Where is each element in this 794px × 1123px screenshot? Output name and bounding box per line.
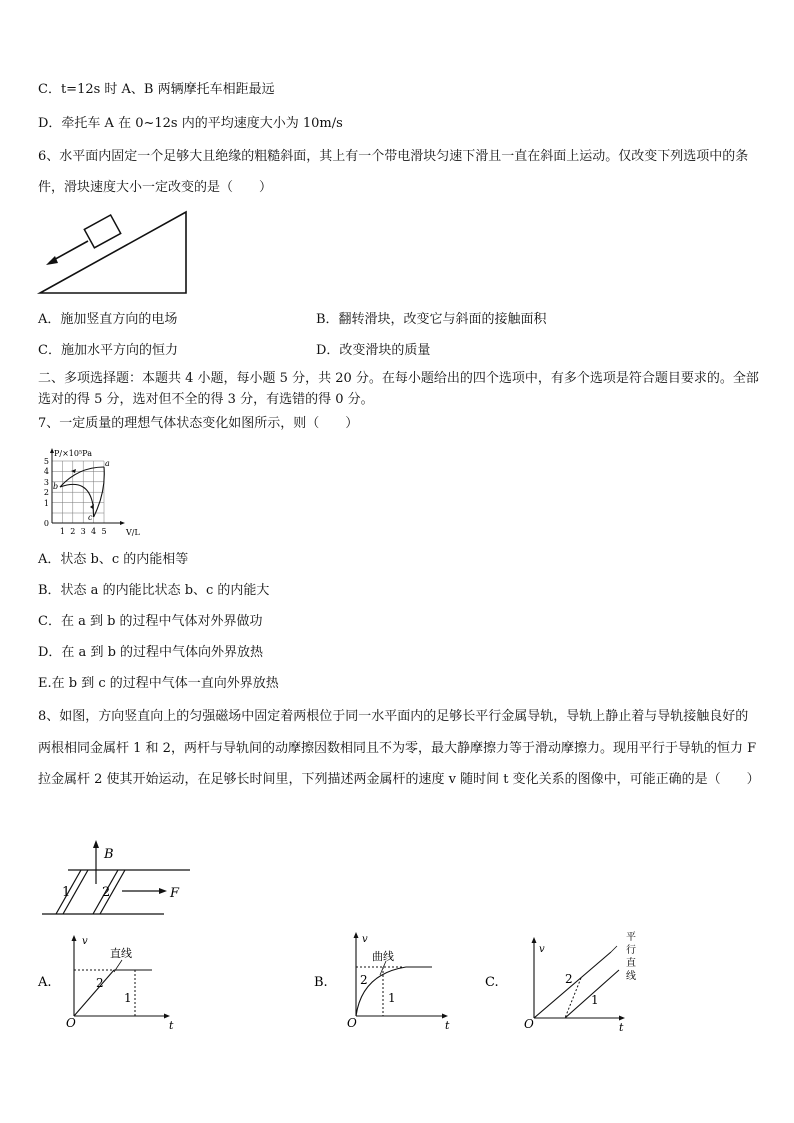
pv-ytick: 2 — [43, 488, 49, 497]
q7-option-d: D．在 a 到 b 的过程中气体向外界放热 — [38, 645, 264, 660]
vt-graph-b — [314, 930, 464, 1030]
t-axis-label: t — [169, 1019, 174, 1032]
slider-block — [84, 215, 120, 248]
svg-text:行: 行 — [626, 945, 636, 956]
pv-ytick: 3 — [43, 478, 49, 487]
section-two-heading: 二、多项选择题：本题共 4 小题，每小题 5 分，共 20 分。在每小题给出的四个选项中，有多个选项是符合题目要求的。全部选对的得 5 分，选对但不全的得 3 分，有选错的得 0 分。 — [38, 371, 759, 407]
pv-ytick: 0 — [43, 519, 49, 528]
note-label: 曲线 — [372, 950, 394, 963]
v-axis-label: v — [539, 944, 545, 955]
q5-option-c: C．t=12s 时 A、B 两辆摩托车相距最远 — [38, 82, 275, 97]
pv-xtick: 4 — [91, 527, 97, 536]
rod-2-label: 2 — [102, 885, 111, 900]
option-a-label: A. — [38, 975, 52, 990]
t-axis-label: t — [619, 1021, 624, 1034]
pv-xtick: 2 — [70, 527, 76, 536]
note-label: 直线 — [110, 947, 132, 960]
incline-figure — [38, 208, 188, 298]
q6-option-c: C．施加水平方向的恒力 — [38, 343, 178, 358]
t-axis-label: t — [445, 1019, 450, 1032]
rails-figure — [38, 838, 198, 920]
vt-graph-a — [38, 930, 188, 1030]
q6-option-b: B．翻转滑块，改变它与斜面的接触面积 — [316, 312, 547, 327]
q6-option-a: A．施加竖直方向的电场 — [38, 312, 178, 327]
vt-graph-c — [485, 930, 660, 1034]
curve-2-label: 2 — [96, 976, 104, 990]
q7-option-e: E.在 b 到 c 的过程中气体一直向外界放热 — [38, 676, 279, 691]
point-c-label: c — [88, 513, 93, 522]
b-field-label: B — [104, 847, 114, 862]
q7-option-b: B．状态 a 的内能比状态 b、c 的内能大 — [38, 583, 270, 598]
note-label — [626, 931, 636, 982]
option-c-label: C. — [485, 975, 499, 990]
curve-1-label: 1 — [124, 991, 132, 1005]
option-b-label: B. — [314, 975, 328, 990]
pv-ytick: 1 — [43, 499, 49, 508]
q6-stem: 6、水平面内固定一个足够大且绝缘的粗糙斜面，其上有一个带电滑块匀速下滑且一直在斜面上运动。仅改变下列选项中的条件，滑块速度大小一定改变的是（ ） — [38, 149, 749, 195]
pv-graph — [38, 447, 148, 539]
origin-label: O — [347, 1016, 357, 1030]
rod-1-label: 1 — [62, 885, 71, 900]
point-a-label: a — [105, 459, 110, 468]
q7-option-c: C．在 a 到 b 的过程中气体对外界做功 — [38, 614, 263, 629]
v-axis-label: v — [82, 936, 88, 947]
pv-ytick: 4 — [43, 467, 49, 476]
svg-text:线: 线 — [626, 971, 636, 982]
q6-option-d: D．改变滑块的质量 — [316, 343, 431, 358]
q5-option-d: D．牵托车 A 在 0~12s 内的平均速度大小为 10m/s — [38, 116, 343, 131]
curve-2-label: 2 — [360, 973, 368, 987]
rod-2-line — [74, 970, 114, 1016]
svg-text:直: 直 — [626, 958, 636, 969]
curve-a-to-b — [60, 467, 104, 487]
q8-stem: 8、如图，方向竖直向上的匀强磁场中固定着两根位于同一水平面内的足够长平行金属导轨，导轨上静止着与导轨接触良好的两根相同金属杆 1 和 2，两杆与导轨间的动摩擦因数相同且不为零，最大静摩擦力等于滑动摩擦力。现用平行于导轨的恒力 F 拉金属杆 2 使其开始运动，在足够长时间里，下列描述两金属杆的速度 v 随时间 t 变化关系的图像中，可能正确的是（ ） — [38, 709, 760, 787]
q7-option-a: A．状态 b、c 的内能相等 — [38, 552, 189, 567]
pv-ylabel: P/×10⁵Pa — [54, 449, 92, 458]
pv-xtick: 5 — [101, 527, 107, 536]
pv-xtick: 1 — [59, 527, 65, 536]
curve-1-label: 1 — [388, 991, 396, 1005]
svg-text:平: 平 — [626, 932, 636, 943]
pv-xtick: 3 — [80, 527, 86, 536]
origin-label: O — [66, 1016, 76, 1030]
origin-label: O — [524, 1017, 534, 1031]
pv-ytick: 5 — [43, 457, 49, 466]
curve-2-label: 2 — [565, 972, 573, 986]
point-b-label: b — [53, 482, 59, 491]
curve-1-label: 1 — [591, 993, 599, 1007]
force-label: F — [170, 886, 180, 901]
pv-xlabel: V/L — [126, 528, 140, 537]
v-axis-label: v — [362, 934, 368, 945]
q7-stem: 7、一定质量的理想气体状态变化如图所示，则（ ） — [38, 416, 359, 431]
